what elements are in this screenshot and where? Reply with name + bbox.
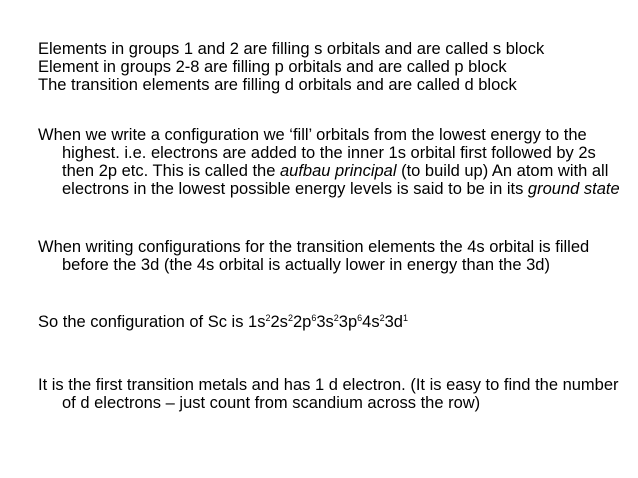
sc-config-3p-sup: 6 bbox=[357, 313, 363, 323]
aufbau-text-2: (to build up) An atom with all electrons in the lowest possible energy levels is said to be in its bbox=[62, 162, 609, 198]
p-block-line: Element in groups 2-8 are filling p orbitals and are called p block bbox=[38, 58, 507, 76]
transition-note-paragraph: When writing configurations for the transition elements the 4s orbital is filled before the 3d (the 4s orbital is actually lower in energy than the 3d) bbox=[38, 238, 590, 274]
aufbau-term: aufbau principal bbox=[280, 162, 397, 180]
sc-config-2s-sup: 2 bbox=[287, 313, 293, 323]
sc-config-4s-sup: 2 bbox=[379, 313, 385, 323]
sc-configuration-paragraph bbox=[38, 313, 632, 331]
closing-paragraph: It is the first transition metals and has 1 d electron. (It is easy to find the number of d electrons – just count from scandium across the row) bbox=[38, 376, 619, 412]
block-types-paragraph bbox=[38, 40, 632, 94]
sc-config-3d-sup: 1 bbox=[402, 313, 408, 323]
sc-config-3p: 3p bbox=[338, 313, 358, 331]
sc-config-1s: 1s bbox=[248, 313, 266, 331]
d-block-line: The transition elements are filling d orbitals and are called d block bbox=[38, 76, 517, 94]
sc-config-2p: 2p bbox=[292, 313, 312, 331]
s-block-line: Elements in groups 1 and 2 are filling s orbitals and are called s block bbox=[38, 40, 545, 58]
sc-config-3d: 3d bbox=[384, 313, 403, 331]
sc-config-3s-sup: 2 bbox=[333, 313, 339, 323]
sc-config-3s: 3s bbox=[316, 313, 334, 331]
sc-config-2p-sup: 6 bbox=[311, 313, 317, 323]
sc-config-2s: 2s bbox=[270, 313, 288, 331]
sc-config-prefix: So the configuration of Sc is bbox=[38, 313, 249, 331]
sc-config-4s: 4s bbox=[362, 313, 380, 331]
sc-config-1s-sup: 2 bbox=[265, 313, 271, 323]
ground-state-term: ground state bbox=[527, 180, 620, 198]
aufbau-paragraph bbox=[38, 126, 632, 198]
aufbau-text-1: When we write a configuration we ‘fill’ orbitals from the lowest energy to the highest. i.e. electrons are added to the inner 1s orbital first followed by 2s then 2p etc. This is called the bbox=[38, 126, 596, 180]
